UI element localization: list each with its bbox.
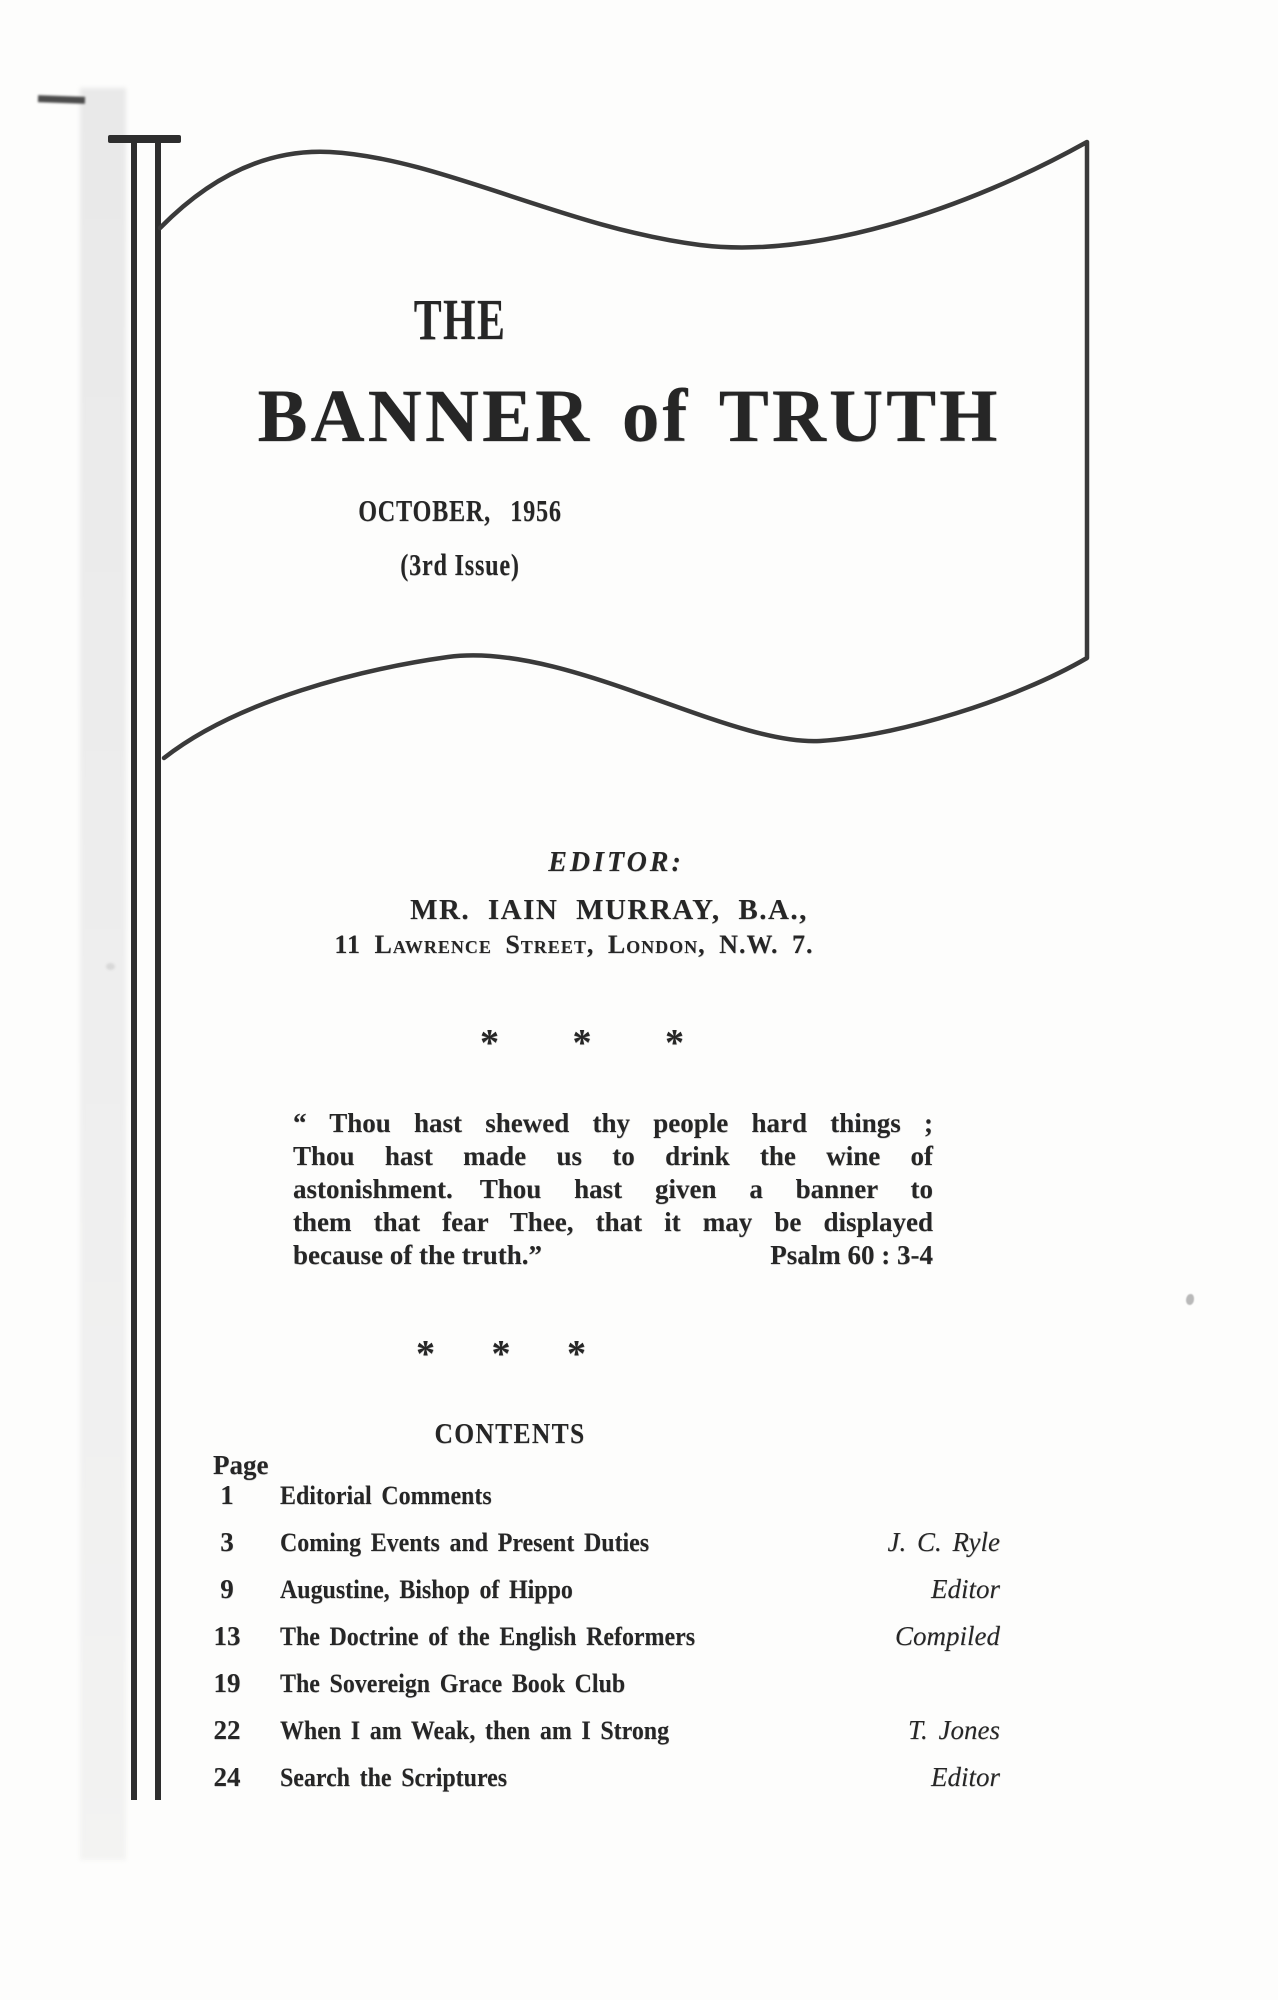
toc-page-number: 13 bbox=[213, 1621, 241, 1651]
table-row bbox=[213, 1754, 1000, 1801]
toc-title: When I am Weak, then am I Strong bbox=[280, 1716, 670, 1745]
toc-title: Editorial Comments bbox=[280, 1481, 492, 1510]
table-row bbox=[213, 1660, 1000, 1707]
toc-title: The Doctrine of the English Reformers bbox=[280, 1622, 696, 1651]
toc-author: T. Jones bbox=[908, 1715, 1000, 1745]
quote-line: “ Thou hast shewed thy people hard things ; bbox=[293, 1108, 933, 1138]
toc-author: Editor bbox=[930, 1762, 1000, 1792]
flagpole-right-line bbox=[155, 141, 161, 1800]
flagpole-left-line bbox=[131, 141, 137, 1800]
toc-author: Editor bbox=[930, 1574, 1000, 1604]
contents-page-label: Page bbox=[213, 1450, 269, 1480]
issue-date: OCTOBER, 1956 bbox=[358, 493, 562, 528]
toc-page-number: 24 bbox=[213, 1762, 241, 1792]
asterisk-icon: * bbox=[480, 1022, 499, 1064]
quote-line: Thou hast made us to drink the wine of bbox=[293, 1141, 933, 1171]
toc-title: Augustine, Bishop of Hippo bbox=[280, 1575, 573, 1604]
quote-line-end: because of the truth.” bbox=[293, 1240, 542, 1270]
toc-page-number: 3 bbox=[220, 1527, 234, 1557]
issue-number: (3rd Issue) bbox=[400, 547, 520, 582]
masthead-title: BANNER of TRUTH bbox=[257, 375, 1001, 458]
toc-page-number: 1 bbox=[220, 1480, 234, 1510]
table-row bbox=[213, 1613, 1000, 1660]
masthead-the: THE bbox=[413, 287, 507, 352]
asterisk-icon: * bbox=[665, 1022, 684, 1064]
toc-title: The Sovereign Grace Book Club bbox=[280, 1669, 626, 1698]
toc-title: Search the Scriptures bbox=[280, 1763, 508, 1792]
flagpole-cap bbox=[108, 135, 181, 143]
ornament-asterisks-top bbox=[480, 1024, 684, 1062]
ornament-asterisks-bottom bbox=[416, 1335, 586, 1373]
toc-page-number: 22 bbox=[213, 1715, 241, 1745]
table-row bbox=[213, 1566, 1000, 1613]
contents-table bbox=[213, 1472, 1000, 1801]
toc-author: J. C. Ryle bbox=[887, 1527, 1000, 1557]
toc-author: Compiled bbox=[895, 1621, 1000, 1651]
table-row bbox=[213, 1707, 1000, 1754]
editor-label: EDITOR: bbox=[548, 847, 684, 878]
contents-heading: CONTENTS bbox=[434, 1418, 586, 1450]
table-row bbox=[213, 1519, 1000, 1566]
asterisk-icon: * bbox=[491, 1333, 511, 1375]
scripture-quote bbox=[293, 1107, 933, 1272]
toc-page-number: 19 bbox=[213, 1668, 241, 1698]
quote-line: astonishment. Thou hast given a banner to bbox=[293, 1174, 933, 1204]
quote-last-line bbox=[293, 1239, 933, 1272]
editor-name: MR. IAIN MURRAY, B.A., bbox=[410, 894, 808, 926]
quote-line: them that fear Thee, that it may be displayed bbox=[293, 1207, 933, 1237]
asterisk-icon: * bbox=[567, 1333, 586, 1375]
editor-address: 11 Lawrence Street, London, N.W. 7. bbox=[334, 930, 814, 959]
toc-title: Coming Events and Present Duties bbox=[280, 1528, 650, 1557]
asterisk-icon: * bbox=[572, 1022, 592, 1064]
quote-citation: Psalm 60 : 3-4 bbox=[770, 1240, 933, 1270]
toc-page-number: 9 bbox=[220, 1574, 234, 1604]
table-row bbox=[213, 1472, 1000, 1519]
asterisk-icon: * bbox=[416, 1333, 435, 1375]
